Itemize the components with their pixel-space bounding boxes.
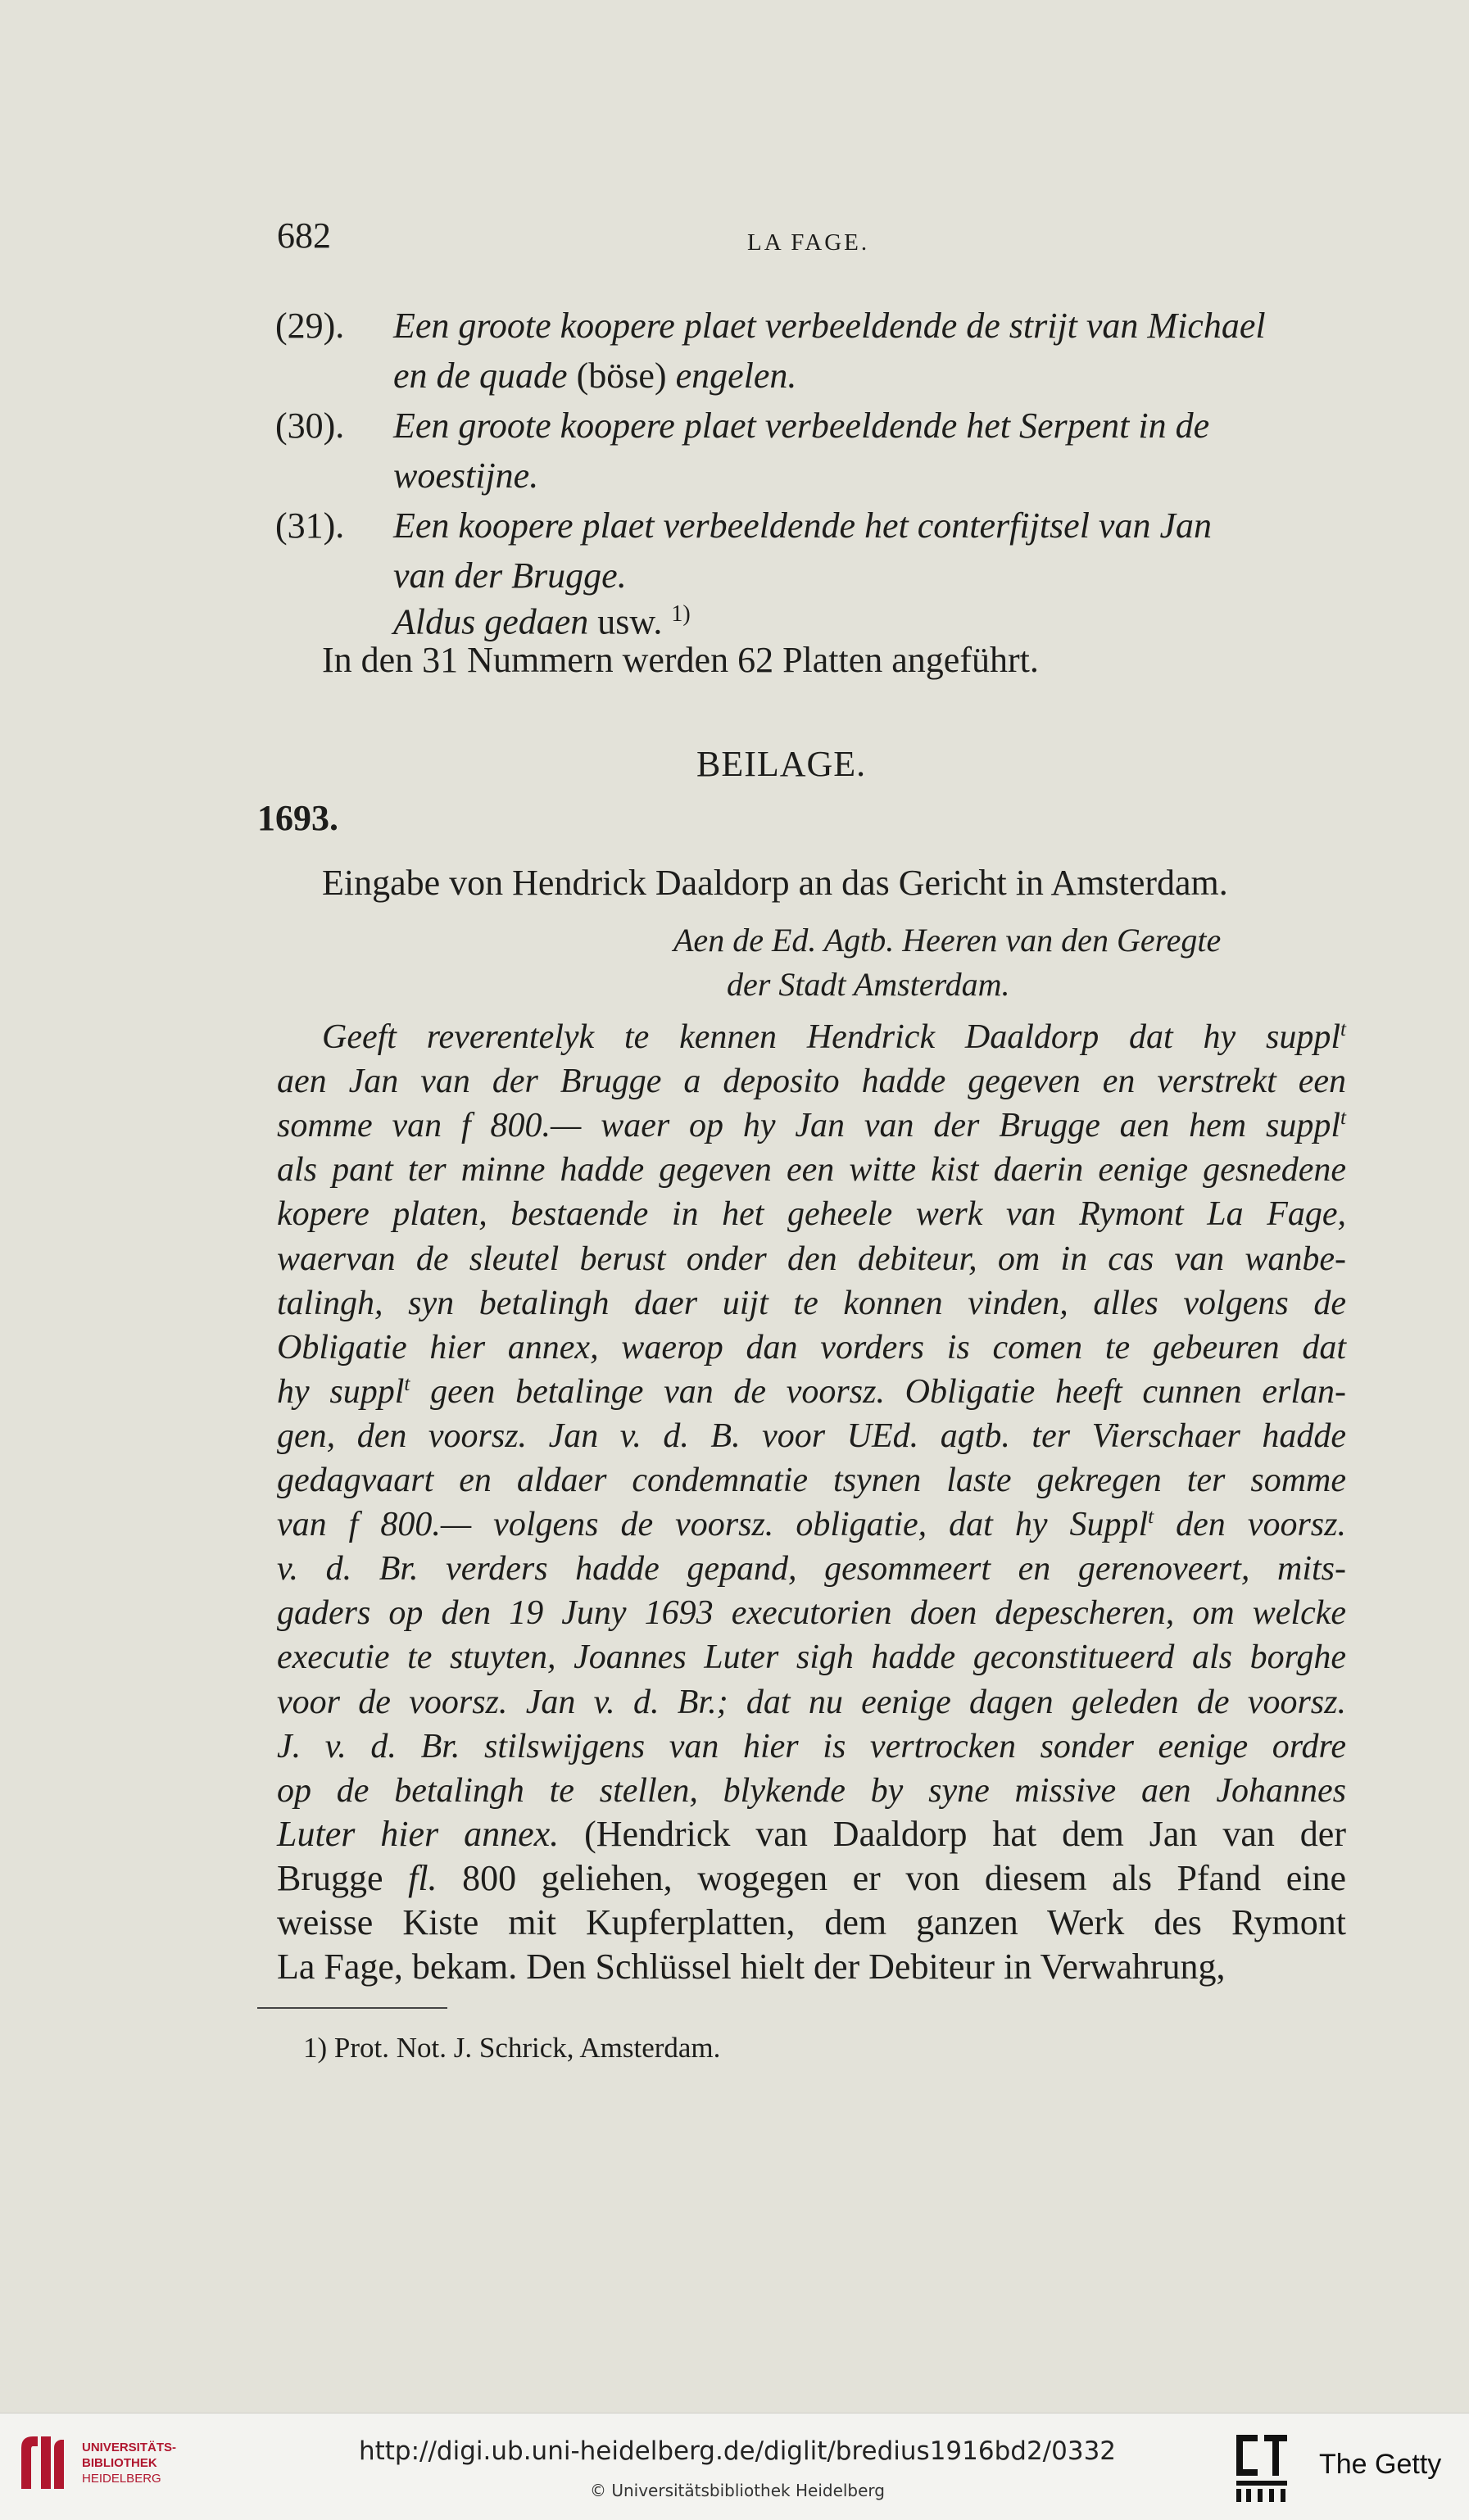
body-line: [277, 1856, 1346, 1901]
text-run: v. d. Br. verders hadde gepand, gesommeert en gerenoveert, mits-: [277, 1550, 1346, 1589]
viewer-footer: [0, 2413, 1469, 2520]
address-line-2: der Stadt Amsterdam.: [727, 966, 1010, 1003]
text-run: Geeft reverentelyk te kennen Hendrick Daaldorp dat hy suppl: [322, 1018, 1340, 1056]
library-name: UNIVERSITÄTS- BIBLIOTHEK HEIDELBERG: [82, 2441, 177, 2486]
body-line: [277, 1058, 1346, 1104]
text-run: kopere platen, bestaende in het geheele werk van Rymont La Fage,: [277, 1195, 1346, 1234]
body-line: [277, 1901, 1346, 1945]
text-run: gaders op den 19 Juny 1693 executorien doen depescheren, om welcke: [277, 1594, 1346, 1633]
text-run: geen betalinge van de voorsz. Obligatie heeft cunnen erlan-: [410, 1372, 1346, 1411]
beilage-heading: BEILAGE.: [696, 744, 867, 784]
text-run: voor de voorsz. Jan v. d. Br.; dat nu eenige dagen geleden de voorsz.: [277, 1683, 1346, 1721]
item-number: (30).: [275, 406, 345, 446]
running-head: LA FAGE.: [747, 229, 870, 256]
body-line: [277, 1502, 1346, 1547]
text-run: hy suppl: [277, 1372, 405, 1411]
text-run: Brugge: [277, 1857, 409, 1898]
heidelberg-library-logo-icon: [16, 2430, 67, 2495]
text-run: Obligatie hier annex, waerop dan vorders is comen te gebeuren dat: [277, 1328, 1346, 1367]
page-number: 682: [277, 215, 331, 256]
text-run: van der Brugge.: [393, 555, 627, 596]
aldus-italic: Aldus gedaen: [393, 601, 589, 642]
aldus-rest: usw.: [588, 601, 672, 642]
body-line: [277, 1590, 1346, 1635]
year-heading: 1693.: [257, 798, 338, 838]
body-line: [277, 1147, 1346, 1192]
body-line: [277, 1413, 1346, 1458]
item-line: [393, 451, 538, 501]
body-line: [277, 1236, 1346, 1281]
text-run: als pant ter minne hadde gegeven een witte kist daerin eenige gesnedene: [277, 1151, 1346, 1190]
text-run: executie te stuyten, Joannes Luter sigh hadde geconstitueerd als borghe: [277, 1638, 1346, 1677]
copyright-notice: © Universitätsbibliothek Heidelberg: [589, 2481, 885, 2500]
body-line: [277, 1679, 1346, 1725]
text-run: van f 800.— volgens de voorsz. obligatie, dat hy Suppl: [277, 1506, 1149, 1544]
body-line: [277, 1812, 1346, 1856]
superscript: t: [404, 1372, 410, 1395]
text-run: Een koopere plaet verbeeldende het conterfijtsel van Jan: [393, 505, 1212, 546]
text-run: J. v. d. Br. stilswijgens van hier is vertrocken sonder eenige ordre: [277, 1727, 1346, 1765]
text-run: (Hendrick van Daaldorp hat dem Jan van der: [559, 1813, 1346, 1854]
document-title: Eingabe von Hendrick Daaldorp an das Gericht in Amsterdam.: [322, 863, 1228, 903]
getty-logo-icon: [1233, 2432, 1290, 2505]
text-run: op de betalingh te stellen, blykende by syne missive aen Johannes: [277, 1771, 1346, 1810]
body-line: [277, 1457, 1346, 1502]
text-run: gedagvaart en aldaer condemnatie tsynen laste gekregen ter somme: [277, 1462, 1346, 1499]
item-number: (29).: [275, 306, 345, 346]
text-run: 800 geliehen, wogegen er von diesem als Pfand eine: [437, 1857, 1347, 1898]
text-run: Een groote koopere plaet verbeeldende de strijt van Michael: [393, 306, 1266, 346]
body-line: [277, 1634, 1346, 1679]
text-run: engelen.: [675, 356, 797, 396]
footnote: 1) Prot. Not. J. Schrick, Amsterdam.: [303, 2032, 721, 2064]
item-line: [393, 351, 796, 401]
footnote-ref: 1): [671, 601, 691, 627]
text-run: waervan de sleutel berust onder den debiteur, om in cas van wanbe-: [277, 1240, 1346, 1278]
body-line: [277, 1325, 1346, 1370]
address-line-1: Aen de Ed. Agtb. Heeren van den Geregte: [673, 922, 1222, 959]
text-run: aen Jan van der Brugge a deposito hadde gegeven en verstrekt een: [277, 1063, 1346, 1101]
text-run: den voorsz.: [1154, 1506, 1346, 1544]
item-line: [393, 401, 1209, 451]
body-line: [277, 1191, 1346, 1236]
text-run: weisse Kiste mit Kupferplatten, dem ganzen Werk des Rymont: [277, 1902, 1346, 1942]
superscript: t: [1148, 1506, 1154, 1529]
text-run: woestijne.: [393, 456, 539, 496]
body-line: [322, 1014, 1346, 1059]
body-line: [277, 1280, 1346, 1326]
text-run: en de quade: [393, 356, 577, 396]
item-line: [393, 301, 1266, 351]
body-line: [277, 1945, 1346, 1989]
text-run: fl.: [408, 1857, 438, 1898]
item-line: [393, 501, 1212, 551]
text-run: talingh, syn betalingh daer uijt te konnen vinden, alles volgens de: [277, 1284, 1346, 1322]
body-line: [277, 1768, 1346, 1813]
text-run: Luter hier annex.: [277, 1813, 560, 1854]
text-run: (böse): [576, 356, 676, 396]
permalink-url[interactable]: http://digi.ub.uni-heidelberg.de/diglit/bredius1916bd2/0332: [358, 2436, 1117, 2466]
footnote-rule: [257, 2007, 447, 2009]
summary-line: In den 31 Nummern werden 62 Platten angeführt.: [322, 640, 1039, 680]
getty-name: The Getty: [1319, 2449, 1442, 2480]
text-run: somme van f 800.— waer op hy Jan van der Brugge aen hem suppl: [277, 1107, 1340, 1145]
superscript: t: [1340, 1107, 1346, 1130]
text-run: Een groote koopere plaet verbeeldende het Serpent in de: [393, 406, 1210, 446]
text-run: La Fage, bekam. Den Schlüssel hielt der Debiteur in Verwahrung,: [277, 1947, 1226, 1987]
body-line: [277, 1546, 1346, 1591]
body-line: [277, 1103, 1346, 1148]
text-run: gen, den voorsz. Jan v. d. B. voor UEd. agtb. ter Vierschaer hadde: [277, 1416, 1346, 1455]
item-number: (31).: [275, 505, 345, 546]
body-line: [277, 1724, 1346, 1769]
body-line: [277, 1369, 1346, 1414]
superscript: t: [1340, 1018, 1346, 1040]
